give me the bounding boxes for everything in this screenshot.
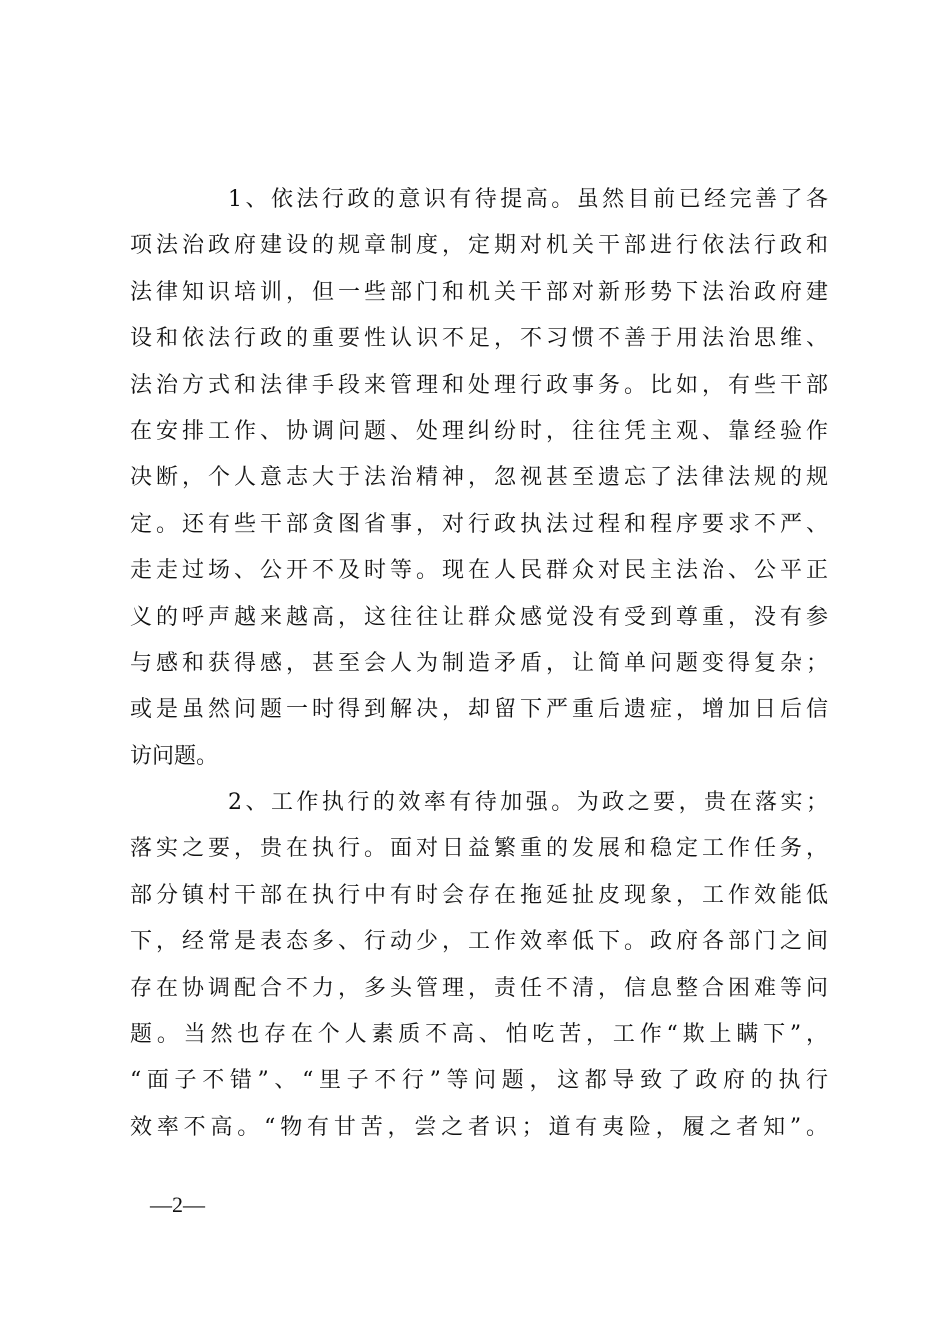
document-body xyxy=(130,177,828,1151)
text-line: 在安排工作、协调问题、处理纠纷时，往往凭主观、靠经验作 xyxy=(130,418,828,444)
paragraph xyxy=(130,780,828,1151)
text-line: 项法治政府建设的规章制度，定期对机关干部进行依法行政和 xyxy=(130,233,828,259)
text-line: “面子不错”、“里子不行”等问题，这都导致了政府的执行 xyxy=(130,1068,828,1094)
page-number: —2— xyxy=(150,1192,205,1217)
text-line: 设和依法行政的重要性认识不足，不习惯不善于用法治思维、 xyxy=(130,326,828,352)
text-line: 与感和获得感，甚至会人为制造矛盾，让简单问题变得复杂； xyxy=(130,650,828,676)
text-line: 法治方式和法律手段来管理和处理行政事务。比如，有些干部 xyxy=(130,372,828,398)
text-line: 1、依法行政的意识有待提高。虽然目前已经完善了各 xyxy=(228,187,828,212)
text-line: 下，经常是表态多、行动少，工作效率低下。政府各部门之间 xyxy=(130,929,828,955)
paragraph xyxy=(130,177,828,780)
text-line: 法律知识培训，但一些部门和机关干部对新形势下法治政府建 xyxy=(130,279,828,305)
text-line: 效率不高。“物有甘苦，尝之者识；道有夷险，履之者知”。 xyxy=(130,1114,828,1140)
text-line: 义的呼声越来越高，这往往让群众感觉没有受到尊重，没有参 xyxy=(130,604,828,630)
text-line: 走走过场、公开不及时等。现在人民群众对民主法治、公平正 xyxy=(130,558,828,584)
text-line: 决断，个人意志大于法治精神，忽视甚至遗忘了法律法规的规 xyxy=(130,465,828,491)
text-line: 落实之要，贵在执行。面对日益繁重的发展和稳定工作任务， xyxy=(130,836,828,862)
text-line: 定。还有些干部贪图省事，对行政执法过程和程序要求不严、 xyxy=(130,511,828,537)
text-line: 2、工作执行的效率有待加强。为政之要，贵在落实； xyxy=(228,790,828,816)
text-line: 访问题。 xyxy=(130,743,219,769)
text-line: 题。当然也存在个人素质不高、怕吃苦，工作“欺上瞒下”， xyxy=(130,1022,828,1048)
text-line: 部分镇村干部在执行中有时会存在拖延扯皮现象，工作效能低 xyxy=(130,882,828,908)
text-line: 存在协调配合不力，多头管理，责任不清，信息整合困难等问 xyxy=(130,975,828,1001)
text-line: 或是虽然问题一时得到解决，却留下严重后遗症，增加日后信 xyxy=(130,697,828,723)
